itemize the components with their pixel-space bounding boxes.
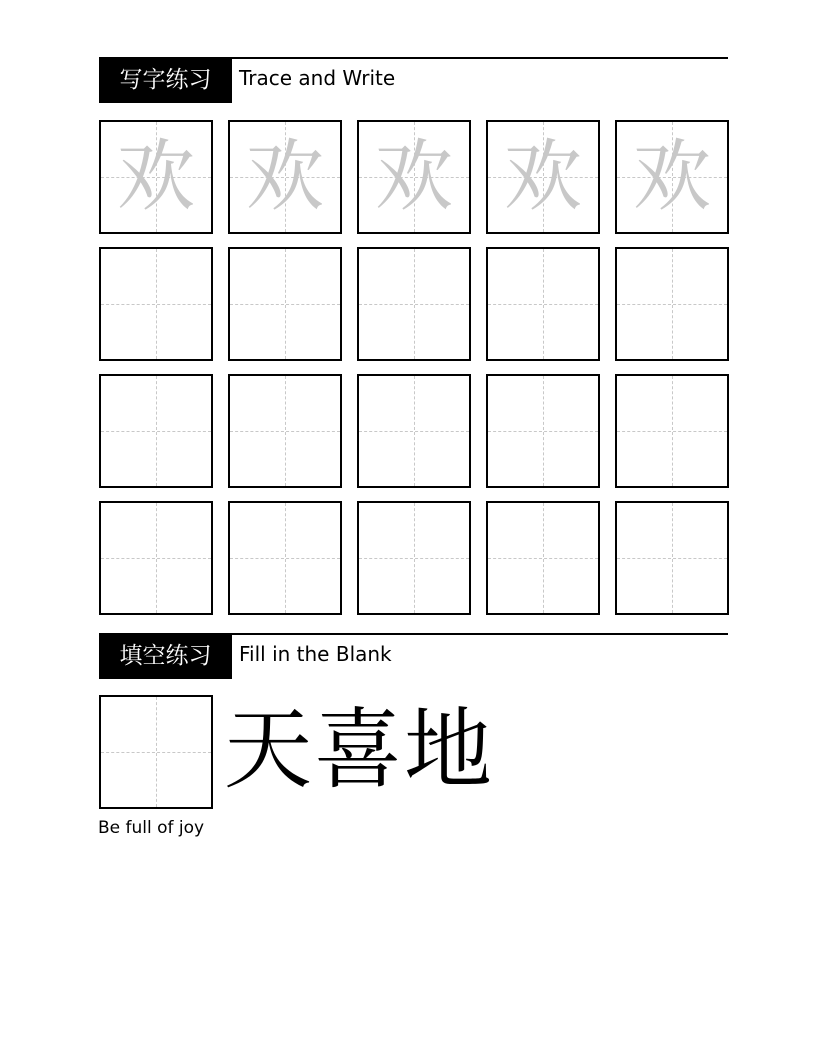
idiom-remaining-characters: 天喜地	[224, 698, 495, 801]
idiom-meaning: Be full of joy	[98, 818, 205, 838]
trace-cell[interactable]	[615, 120, 729, 234]
writing-cell[interactable]	[615, 501, 729, 615]
writing-cell[interactable]	[615, 247, 729, 361]
writing-cell[interactable]	[486, 247, 600, 361]
guide-line-horizontal	[230, 558, 340, 559]
guide-line-horizontal	[101, 558, 211, 559]
guide-line-horizontal	[101, 304, 211, 305]
writing-cell[interactable]	[99, 501, 213, 615]
writing-cell[interactable]	[486, 501, 600, 615]
blank-section-tag: 填空练习	[99, 633, 232, 679]
guide-line-horizontal	[617, 558, 727, 559]
trace-character: 欢	[503, 132, 582, 222]
guide-line-horizontal	[488, 304, 598, 305]
writing-cell[interactable]	[228, 501, 342, 615]
writing-cell[interactable]	[357, 374, 471, 488]
trace-character: 欢	[632, 132, 711, 222]
trace-section-title: Trace and Write	[239, 66, 396, 90]
guide-line-horizontal	[359, 304, 469, 305]
blank-section-title: Fill in the Blank	[239, 642, 392, 666]
trace-character: 欢	[245, 132, 324, 222]
guide-line-horizontal	[617, 431, 727, 432]
guide-line-horizontal	[359, 558, 469, 559]
writing-cell[interactable]	[228, 247, 342, 361]
trace-cell[interactable]	[357, 120, 471, 234]
guide-line-horizontal	[101, 431, 211, 432]
trace-section-header	[99, 57, 728, 103]
writing-cell[interactable]	[99, 247, 213, 361]
trace-cell[interactable]	[228, 120, 342, 234]
trace-character: 欢	[116, 132, 195, 222]
writing-cell[interactable]	[357, 501, 471, 615]
guide-line-horizontal	[230, 431, 340, 432]
blank-answer-cell[interactable]	[99, 695, 213, 809]
guide-line-horizontal	[230, 304, 340, 305]
writing-cell[interactable]	[615, 374, 729, 488]
guide-line-horizontal	[617, 304, 727, 305]
guide-line-horizontal	[359, 431, 469, 432]
guide-line-horizontal	[488, 431, 598, 432]
trace-cell[interactable]	[99, 120, 213, 234]
writing-cell[interactable]	[99, 374, 213, 488]
writing-cell[interactable]	[357, 247, 471, 361]
guide-line-horizontal	[101, 752, 211, 753]
blank-section-header	[99, 633, 728, 679]
trace-cell[interactable]	[486, 120, 600, 234]
writing-cell[interactable]	[486, 374, 600, 488]
trace-section-tag: 写字练习	[99, 57, 232, 103]
writing-cell[interactable]	[228, 374, 342, 488]
trace-character: 欢	[374, 132, 453, 222]
guide-line-horizontal	[488, 558, 598, 559]
